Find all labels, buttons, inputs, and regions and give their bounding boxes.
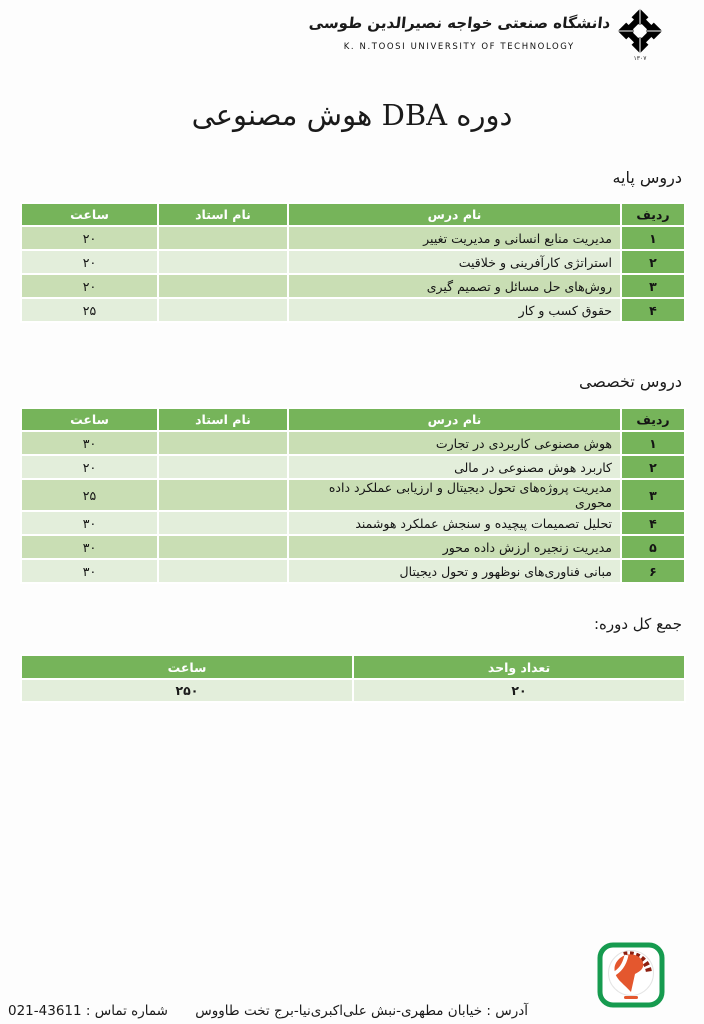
course-total-table	[20, 654, 686, 703]
row-number-cell: ۴	[621, 298, 685, 322]
table-header-row	[21, 203, 685, 226]
course-name-cell: حقوق کسب و کار	[288, 298, 621, 322]
university-logo-block	[616, 8, 664, 62]
row-number-cell: ۱	[621, 431, 685, 455]
col-header-units: تعداد واحد	[353, 655, 685, 679]
table-header-row	[21, 408, 685, 431]
instructor-cell	[158, 479, 288, 511]
instructor-cell	[158, 535, 288, 559]
row-number-cell: ۴	[621, 511, 685, 535]
hours-cell: ۲۰	[21, 455, 158, 479]
footer-contact-line	[8, 1003, 528, 1019]
row-number-cell: ۱	[621, 226, 685, 250]
instructor-cell	[158, 455, 288, 479]
total-units-cell: ۲۰	[353, 679, 685, 702]
hours-cell: ۲۰	[21, 250, 158, 274]
summary-data-row	[21, 679, 685, 702]
row-number-cell: ۶	[621, 559, 685, 583]
total-hours-cell: ۲۵۰	[21, 679, 353, 702]
instructor-cell	[158, 559, 288, 583]
instructor-cell	[158, 274, 288, 298]
university-header	[309, 8, 664, 62]
col-header-hours: ساعت	[21, 203, 158, 226]
university-name-block	[309, 8, 610, 52]
col-header-course-name: نام درس	[288, 408, 621, 431]
hours-cell: ۳۰	[21, 431, 158, 455]
course-name-cell: هوش مصنوعی کاربردی در تجارت	[288, 431, 621, 455]
course-table-row	[21, 298, 685, 322]
course-table-row	[21, 274, 685, 298]
instructor-cell	[158, 298, 288, 322]
footer-logo	[597, 942, 665, 1012]
col-header-course-name: نام درس	[288, 203, 621, 226]
course-name-cell: استراتژی کارآفرینی و خلاقیت	[288, 250, 621, 274]
section-heading-basic: دروس پایه	[612, 168, 682, 187]
basic-courses-table	[20, 202, 686, 323]
footer-phone	[8, 1003, 168, 1019]
hours-cell: ۳۰	[21, 511, 158, 535]
university-logo-icon	[616, 8, 664, 54]
masir-logo-icon	[597, 942, 665, 1008]
university-name-en: K. N.TOOSI UNIVERSITY OF TECHNOLOGY	[343, 42, 575, 52]
total-label: جمع کل دوره:	[593, 615, 682, 633]
course-name-cell: مبانی فناوری‌های نوظهور و تحول دیجیتال	[288, 559, 621, 583]
course-name-cell: تحلیل تصمیمات پیچیده و سنجش عملکرد هوشمند	[288, 511, 621, 535]
summary-header-row	[21, 655, 685, 679]
row-number-cell: ۲	[621, 455, 685, 479]
col-header-row-number: ردیف	[621, 203, 685, 226]
course-name-cell: کاربرد هوش مصنوعی در مالی	[288, 455, 621, 479]
course-table-row	[21, 226, 685, 250]
footer-phone-label: شماره تماس :	[85, 1003, 168, 1019]
row-number-cell: ۳	[621, 479, 685, 511]
course-table-row	[21, 559, 685, 583]
footer-address: آدرس : خیابان مطهری-نبش علی‌اکبری‌نیا-برج تخت طاووس	[195, 1003, 528, 1019]
university-name-fa: دانشگاه صنعتی خواجه نصیرالدین طوسی	[307, 14, 611, 32]
hours-cell: ۲۵	[21, 479, 158, 511]
section-heading-specialized: دروس تخصصی	[578, 372, 682, 391]
col-header-row-number: ردیف	[621, 408, 685, 431]
hours-cell: ۲۵	[21, 298, 158, 322]
course-table-row	[21, 511, 685, 535]
col-header-instructor: نام استاد	[158, 408, 288, 431]
instructor-cell	[158, 226, 288, 250]
footer-phone-number: 021-43611	[8, 1003, 82, 1019]
instructor-cell	[158, 250, 288, 274]
col-header-hours: ساعت	[21, 655, 353, 679]
instructor-cell	[158, 431, 288, 455]
course-name-cell: مدیریت منابع انسانی و مدیریت تغییر	[288, 226, 621, 250]
specialized-courses-table	[20, 407, 686, 584]
page-title: دوره DBA هوش مصنوعی	[191, 98, 513, 132]
hours-cell: ۲۰	[21, 274, 158, 298]
row-number-cell: ۲	[621, 250, 685, 274]
col-header-instructor: نام استاد	[158, 203, 288, 226]
course-table-row	[21, 455, 685, 479]
row-number-cell: ۳	[621, 274, 685, 298]
hours-cell: ۲۰	[21, 226, 158, 250]
row-number-cell: ۵	[621, 535, 685, 559]
hours-cell: ۳۰	[21, 535, 158, 559]
col-header-hours: ساعت	[21, 408, 158, 431]
founding-year: ۱۳۰۷	[633, 55, 647, 62]
course-name-cell: روش‌های حل مسائل و تصمیم گیری	[288, 274, 621, 298]
course-table-row	[21, 479, 685, 511]
course-name-cell: مدیریت زنجیره ارزش داده محور	[288, 535, 621, 559]
course-table-row	[21, 250, 685, 274]
course-table-row	[21, 535, 685, 559]
hours-cell: ۳۰	[21, 559, 158, 583]
instructor-cell	[158, 511, 288, 535]
course-table-row	[21, 431, 685, 455]
course-name-cell: مدیریت پروژه‌های تحول دیجیتال و ارزیابی عملکرد داده محوری	[288, 479, 621, 511]
